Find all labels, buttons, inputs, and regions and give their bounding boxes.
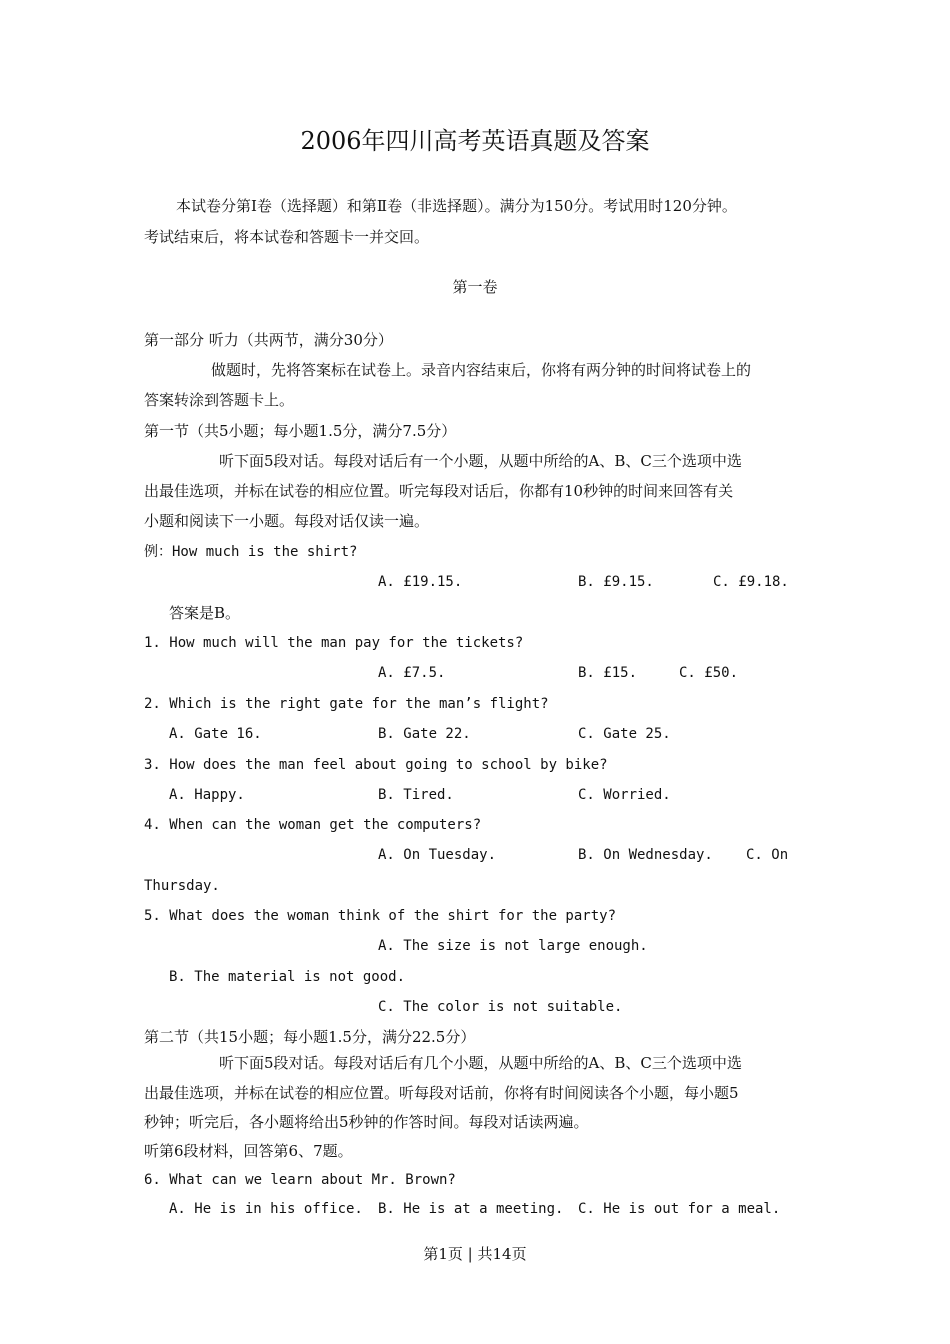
part1-instructions-line-2: 答案转涂到答题卡上。 [144, 391, 295, 409]
page-title: 2006年四川高考英语真题及答案 [300, 127, 650, 155]
q6-option-c: C. He is out for a meal. [578, 1201, 781, 1217]
q3-option-a: A. Happy. [169, 787, 245, 803]
q4-option-b: B. On Wednesday. [578, 847, 713, 863]
q5-option-b: B. The material is not good. [169, 969, 406, 985]
page-footer: 第1页 | 共14页 [423, 1245, 527, 1263]
question-6: 6. What can we learn about Mr. Brown? [144, 1172, 456, 1188]
q3-option-b: B. Tired. [378, 787, 454, 803]
section1-instructions-line-1: 听下面5段对话。每段对话后有一个小题，从题中所给的A、B、C三个选项中选 [219, 452, 742, 470]
section2-instructions-line-2: 出最佳选项，并标在试卷的相应位置。听每段对话前，你将有时间阅读各个小题，每小题5 [144, 1084, 739, 1102]
q5-option-a: A. The size is not large enough. [378, 938, 648, 954]
volume-title: 第一卷 [452, 278, 498, 296]
q2-option-b: B. Gate 22. [378, 726, 471, 742]
q5-option-c: C. The color is not suitable. [378, 999, 623, 1015]
question-5: 5. What does the woman think of the shirt for the party? [144, 908, 617, 924]
question-1: 1. How much will the man pay for the tickets? [144, 635, 524, 651]
q4-option-c: C. On [746, 847, 789, 863]
section2-instructions-line-3: 秒钟；听完后，各小题将给出5秒钟的作答时间。每段对话读两遍。 [144, 1113, 589, 1131]
q3-option-c: C. Worried. [578, 787, 671, 803]
intro-line-2: 考试结束后，将本试卷和答题卡一并交回。 [144, 228, 430, 246]
q6-option-b: B. He is at a meeting. [378, 1201, 564, 1217]
q2-option-a: A. Gate 16. [169, 726, 262, 742]
q1-option-a: A. £7.5. [378, 665, 446, 681]
question-3: 3. How does the man feel about going to school by bike? [144, 757, 608, 773]
q4-option-c-continued: Thursday. [144, 878, 220, 894]
section2-instructions-line-1: 听下面5段对话。每段对话后有几个小题，从题中所给的A、B、C三个选项中选 [219, 1054, 742, 1072]
example-option-c: C. £9.18. [713, 574, 789, 590]
question-4: 4. When can the woman get the computers? [144, 817, 482, 833]
section1-heading: 第一节（共5小题；每小题1.5分，满分7.5分） [144, 422, 457, 440]
example-answer: 答案是B。 [169, 604, 241, 622]
section1-instructions-line-3: 小题和阅读下一小题。每段对话仅读一遍。 [144, 512, 430, 530]
material-6-heading: 听第6段材料，回答第6、7题。 [144, 1142, 353, 1160]
example-option-a: A. £19.15. [378, 574, 463, 590]
q1-option-c: C. £50. [679, 665, 739, 681]
example-option-b: B. £9.15. [578, 574, 654, 590]
q2-option-c: C. Gate 25. [578, 726, 671, 742]
section1-instructions-line-2: 出最佳选项，并标在试卷的相应位置。听完每段对话后，你都有10秒钟的时间来回答有关 [144, 482, 734, 500]
q6-option-a: A. He is in his office. [169, 1201, 363, 1217]
section2-heading: 第二节（共15小题；每小题1.5分，满分22.5分） [144, 1028, 476, 1046]
part1-heading: 第一部分 听力（共两节，满分30分） [144, 331, 393, 349]
question-2: 2. Which is the right gate for the man’s flight? [144, 696, 549, 712]
q4-option-a: A. On Tuesday. [378, 847, 497, 863]
q1-option-b: B. £15. [578, 665, 638, 681]
example-question: 例：How much is the shirt? [144, 544, 358, 560]
part1-instructions-line-1: 做题时，先将答案标在试卷上。录音内容结束后，你将有两分钟的时间将试卷上的 [211, 361, 752, 379]
intro-line-1: 本试卷分第Ⅰ卷（选择题）和第Ⅱ卷（非选择题）。满分为150分。考试用时120分钟。 [176, 197, 737, 215]
